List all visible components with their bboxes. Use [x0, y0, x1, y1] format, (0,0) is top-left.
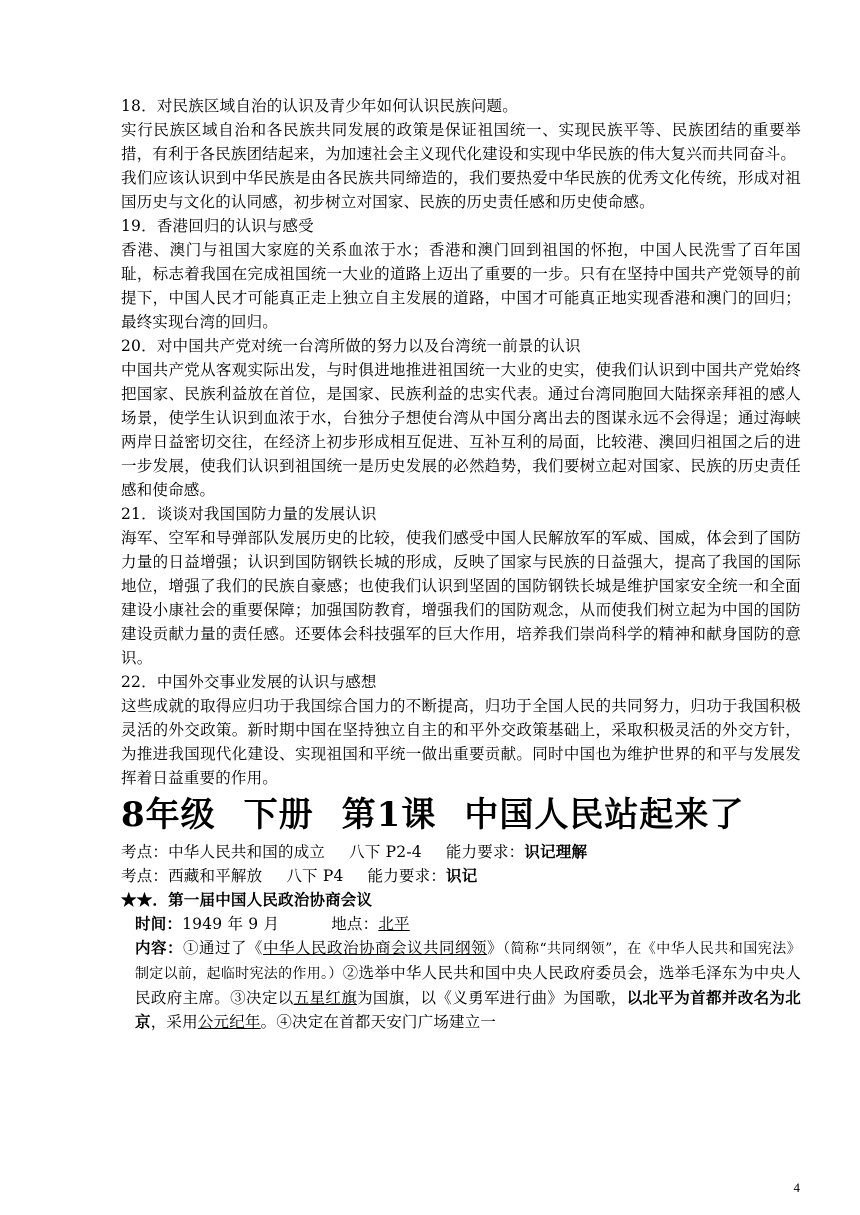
calendar-term: 公元纪年 — [197, 1013, 261, 1031]
q20-title: 20．对中国共产党对统一台湾所做的努力以及台湾统一前景的认识 — [121, 337, 581, 355]
q21-paragraph-1: 海军、空军和导弹部队发展历史的比较，使我们感受中国人民解放军的军威、国威，体会到了国防力量的日益增强；认识到国防钢铁长城的形成，反映了国家与民族的日益强大，提高了我国的国际地位，增强了我们的民族自豪感；也使我们认识到坚固的国防钢铁长城是维护国家安全统一和全面建设小康社会的重要保障；加强国防教育，增强我们的国防观念，从而使我们树立起为中国的国防建设贡献力量的责任感。还要体会科技强军的巨大作用，培养我们崇尚科学的精神和献身国防的意识。 — [121, 529, 801, 667]
content-part: ①通过了《 — [183, 939, 263, 957]
kaodian-label: 考点： — [121, 867, 169, 885]
kaodian-page: 八下 P4 — [286, 867, 344, 885]
content-part: ②选举中华人民共和国中央人民政府委员会，选举毛泽东为中央人民政府主席。③决定以 — [135, 964, 801, 1007]
kaodian-topic: 西藏和平解放 — [168, 867, 263, 885]
page-number: 4 — [793, 1180, 800, 1195]
q19-title: 19．香港回归的认识与感受 — [121, 217, 314, 235]
capital-term: 以北平为首都并改名为北京 — [135, 988, 801, 1031]
q19-paragraph-1: 香港、澳门与祖国大家庭的关系血浓于水；香港和澳门回到祖国的怀抱，中国人民洗雪了百年国耻，标志着我国在完成祖国统一大业的道路上迈出了重要的一步。只有在坚持中国共产党领导的前提下，中国人民才可能真正走上独立自主发展的道路，中国才可能真正地实现香港和澳门的回归；最终实现台湾的回归。 — [121, 241, 801, 331]
kaodian-req-label: 能力要求： — [367, 867, 447, 885]
q18-paragraph-1: 实行民族区域自治和各民族共同发展的政策是保证祖国统一、实现民族平等、民族团结的重要举措，有利于各民族团结起来，为加速社会主义现代化建设和实现中华民族的伟大复兴而共同奋斗。 — [121, 121, 801, 163]
kaodian-req: 识记理解 — [524, 842, 588, 861]
text-column — [121, 94, 801, 1034]
kaodian-2 — [121, 864, 801, 888]
q20-paragraph-1: 中国共产党从客观实际出发，与时俱进地推进祖国统一大业的史实，使我们认识到中国共产党始终把国家、民族利益放在首位，是国家、民族利益的忠实代表。通过台湾同胞回大陆探亲拜祖的感人场景，使学生认识到血浓于水，台独分子想使台湾从中国分离出去的图谋永远不会得逞；通过海峡两岸日益密切交往，在经济上初步形成相互促进、互补互利的局面，比较港、澳回归祖国之后的进一步发展，使我们认识到祖国统一是历史发展的必然趋势，我们要树立起对国家、民族的历史责任感和使命感。 — [121, 361, 801, 499]
q22-title: 22．中国外交事业发展的认识与感想 — [121, 673, 377, 691]
q18-paragraph-2: 我们应该认识到中华民族是由各民族共同缔造的，我们要热爱中华民族的优秀文化传统，形成对祖国历史与文化的认同感，初步树立对国家、民族的历史责任感和历史使命感。 — [121, 169, 801, 211]
content-note: （简称“共同纲领”，在《中华人民共和国宪法》制定以前，起临时宪法的作用。） — [135, 941, 801, 982]
q21-title: 21．谈谈对我国国防力量的发展认识 — [121, 505, 377, 523]
place-label: 地点： — [331, 915, 379, 933]
content-label: 内容： — [135, 938, 183, 957]
cppcc-time-place — [121, 912, 801, 936]
time-value: 1949 年 9 月 — [182, 915, 280, 933]
common-program-title: 中华人民政治协商会议共同纲领 — [263, 939, 487, 957]
lesson-title: 中国人民站起来了 — [464, 795, 745, 835]
content-part: 》 — [486, 939, 503, 957]
kaodian-req-label: 能力要求： — [445, 843, 525, 861]
kaodian-req: 识记 — [446, 866, 478, 885]
content-part: 。④决定在首都天安门广场建立一 — [260, 1013, 497, 1031]
lesson-number: 第1课 — [341, 795, 437, 835]
content-part: ，采用 — [150, 1013, 198, 1031]
lesson-grade: 8年级 — [121, 795, 216, 835]
national-flag-term: 五星红旗 — [293, 989, 358, 1007]
content-part: 为国旗，以《义勇军进行曲》为国歌， — [357, 989, 627, 1007]
lesson-volume: 下册 — [243, 795, 314, 835]
q22-paragraph-1: 这些成就的取得应归功于我国综合国力的不断提高，归功于全国人民的共同努力，归功于我国积极灵活的外交政策。新时期中国在坚持独立自主的和平外交政策基础上，采取积极灵活的外交方针，为推进我国现代化建设、实现祖国和平统一做出重要贡献。同时中国也为维护世界的和平与发展发挥着日益重要的作用。 — [121, 697, 801, 787]
q18-title: 18．对民族区域自治的认识及青少年如何认识民族问题。 — [121, 97, 518, 115]
time-label: 时间： — [135, 914, 183, 933]
kaodian-topic: 中华人民共和国的成立 — [168, 843, 326, 861]
cppcc-heading: ★★．第一届中国人民政治协商会议 — [121, 890, 373, 909]
place-value: 北平 — [378, 915, 410, 933]
lesson-heading — [121, 792, 801, 838]
kaodian-1 — [121, 840, 801, 864]
kaodian-page: 八下 P2-4 — [349, 843, 422, 861]
cppcc-content — [121, 936, 801, 1034]
kaodian-label: 考点： — [121, 843, 169, 861]
